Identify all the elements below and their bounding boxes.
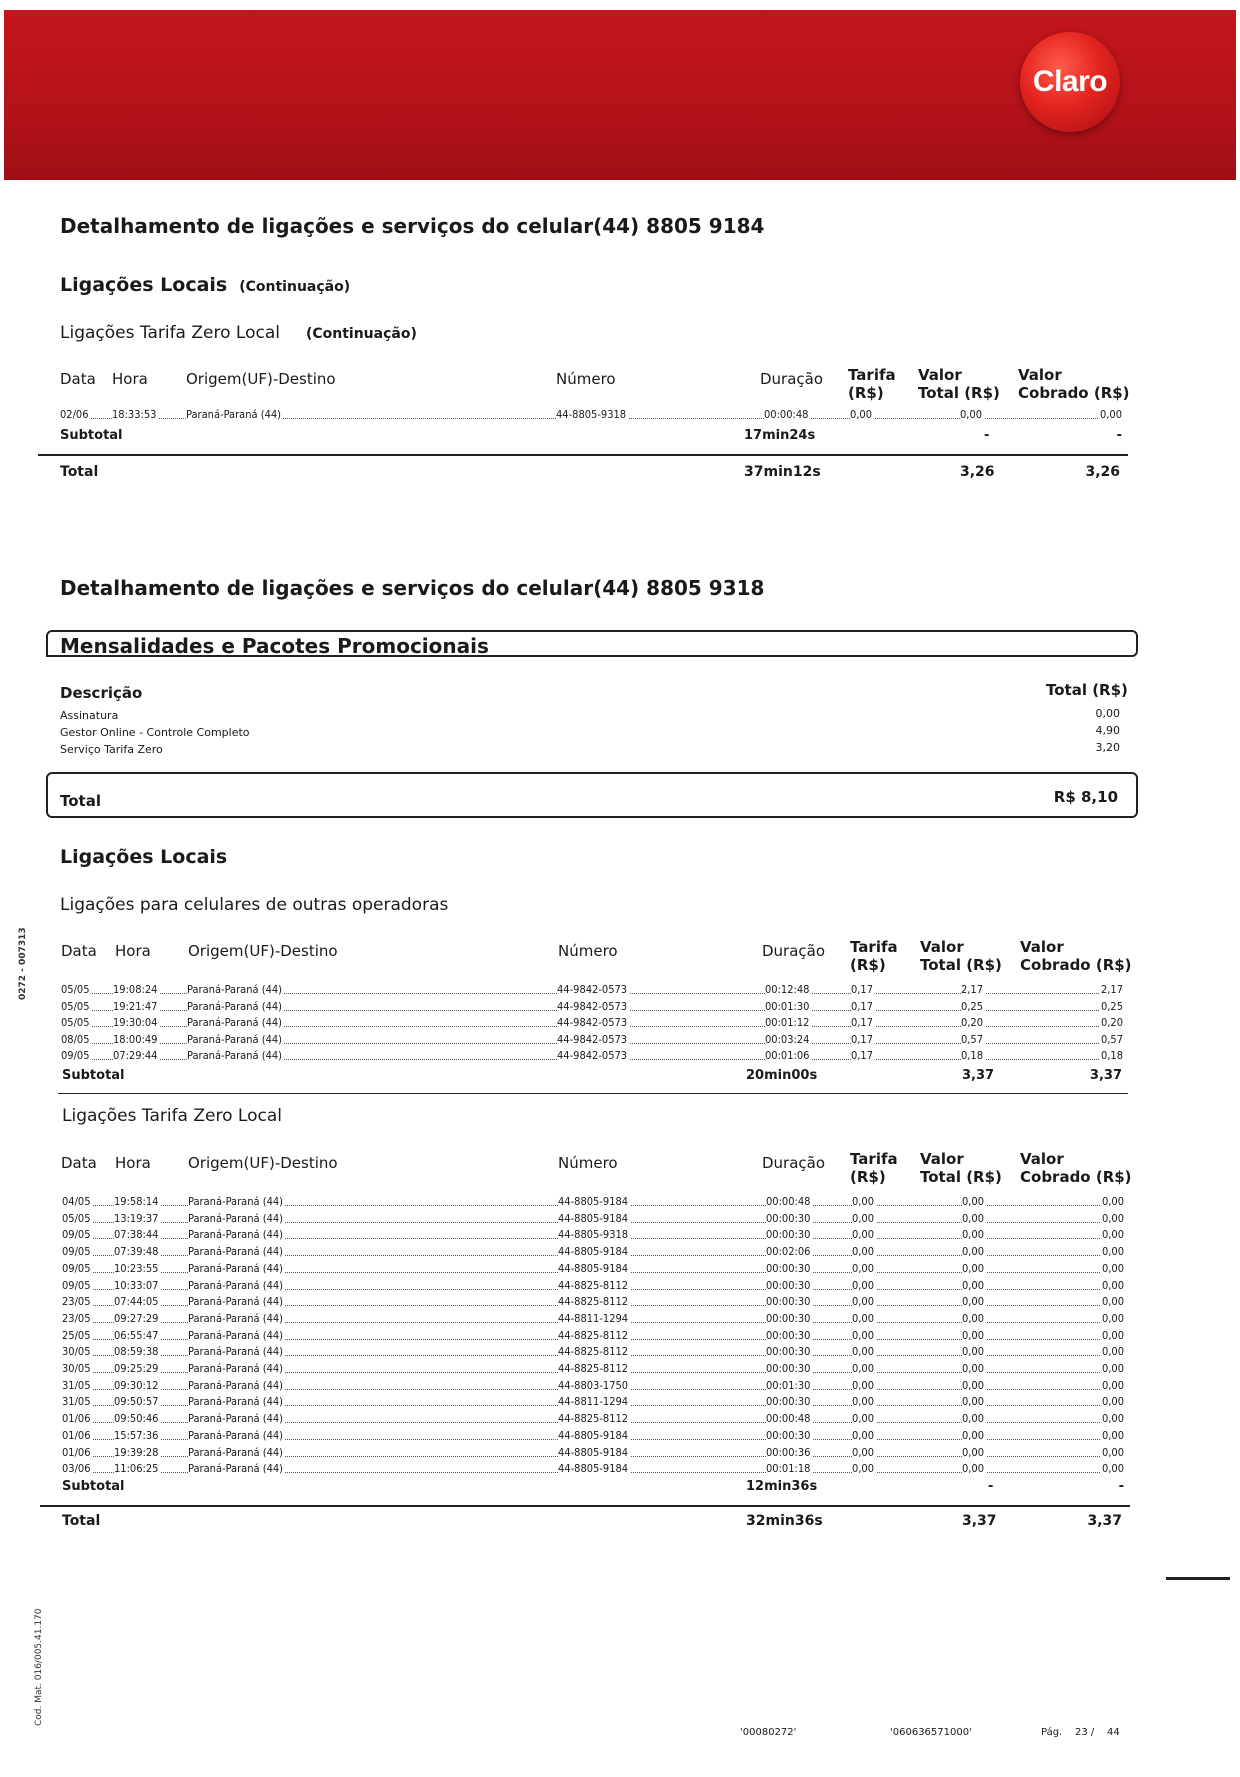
- cell-origem: Paraná-Paraná (44): [188, 1311, 284, 1325]
- cell-numero: 44-9842-0573: [557, 1016, 628, 1029]
- cell-duracao: 00:01:18: [766, 1462, 811, 1476]
- mensalidades-total-label: Total: [60, 792, 101, 810]
- cell-data: 23/05: [62, 1311, 91, 1325]
- col-duracao: Duração: [760, 370, 824, 388]
- cell-origem: Paraná-Paraná (44): [187, 1049, 283, 1062]
- cell-cobrado: 0,00: [1101, 1362, 1124, 1375]
- table-row: [62, 1292, 1124, 1309]
- cell-origem: Paraná-Paraná (44): [187, 1032, 283, 1046]
- cell-data: 09/05: [62, 1228, 91, 1242]
- cell-hora: 10:33:07: [114, 1278, 159, 1292]
- cell-total: 0,00: [962, 1345, 985, 1359]
- cell-data: 04/05: [62, 1195, 91, 1208]
- cell-total: 0,00: [962, 1445, 985, 1459]
- col-origem: Origem(UF)-Destino: [186, 370, 336, 388]
- desc-item: Gestor Online - Controle Completo: [60, 726, 250, 739]
- table-header: [61, 938, 1131, 978]
- divider: [38, 454, 1128, 456]
- divider: [40, 1505, 1130, 1507]
- cell-duracao: 00:00:48: [764, 408, 809, 421]
- cell-data: 05/05: [62, 1211, 91, 1225]
- cell-hora: 19:30:04: [113, 1016, 158, 1029]
- cell-total: 2,17: [961, 983, 984, 996]
- table-header: [61, 1150, 1131, 1190]
- cell-data: 09/05: [62, 1261, 91, 1275]
- cell-numero: 44-8825-8112: [558, 1328, 629, 1342]
- cell-duracao: 00:00:48: [766, 1412, 811, 1426]
- cell-data: 05/05: [61, 999, 90, 1013]
- cell-cobrado: 0,25: [1100, 999, 1123, 1013]
- cell-cobrado: 0,00: [1101, 1395, 1124, 1409]
- cell-hora: 09:30:12: [114, 1378, 159, 1392]
- cell-cobrado: 0,00: [1101, 1328, 1124, 1342]
- cell-total: 0,20: [961, 1016, 984, 1029]
- cell-hora: 11:06:25: [114, 1462, 159, 1476]
- cell-numero: 44-8805-9184: [558, 1211, 629, 1225]
- desc-values: [1080, 705, 1120, 756]
- section-label: Ligações Locais: [60, 274, 228, 296]
- cell-tarifa: 0,17: [851, 983, 874, 996]
- cell-origem: Paraná-Paraná (44): [188, 1345, 284, 1359]
- col-duracao: Duração: [762, 942, 826, 960]
- cell-numero: 44-8811-1294: [558, 1311, 629, 1325]
- cell-duracao: 00:01:30: [766, 1378, 811, 1392]
- cell-total: 0,00: [962, 1462, 985, 1476]
- desc-list: [60, 707, 250, 758]
- cell-data: 30/05: [62, 1345, 91, 1359]
- cell-origem: Paraná-Paraná (44): [188, 1445, 284, 1459]
- desc-value: 4,90: [1095, 724, 1120, 737]
- cell-duracao: 00:00:30: [766, 1311, 811, 1325]
- section-title: [60, 274, 350, 296]
- cell-numero: 44-8811-1294: [558, 1395, 629, 1409]
- cell-origem: Paraná-Paraná (44): [188, 1295, 284, 1309]
- cell-duracao: 00:00:30: [766, 1211, 811, 1225]
- subsection-label: Ligações Tarifa Zero Local: [60, 323, 280, 343]
- cell-duracao: 00:02:06: [766, 1245, 811, 1259]
- cell-origem: Paraná-Paraná (44): [188, 1378, 284, 1392]
- subsection-tarifa-zero: Ligações Tarifa Zero Local: [62, 1106, 282, 1126]
- cell-tarifa: 0,00: [852, 1261, 875, 1275]
- cell-total: 0,00: [962, 1211, 985, 1225]
- mensalidades-box: [46, 630, 1138, 657]
- cell-data: 05/05: [61, 1016, 90, 1029]
- cell-numero: 44-8805-9318: [556, 408, 627, 421]
- total-row: Total 37min12s 3,26 3,26: [60, 464, 1120, 480]
- col-valor-total: Valor Total (R$): [918, 366, 1000, 402]
- cell-duracao: 00:00:30: [766, 1328, 811, 1342]
- cell-hora: 06:55:47: [114, 1328, 159, 1342]
- cell-origem: Paraná-Paraná (44): [188, 1195, 284, 1208]
- cell-total: 0,00: [962, 1328, 985, 1342]
- cell-tarifa: 0,00: [852, 1412, 875, 1426]
- cell-tarifa: 0,00: [852, 1195, 875, 1208]
- cell-hora: 19:08:24: [113, 983, 158, 996]
- cell-total: 0,00: [960, 408, 983, 421]
- cell-numero: 44-8805-9184: [558, 1462, 629, 1476]
- cell-cobrado: 0,00: [1101, 1228, 1124, 1242]
- cell-cobrado: 0,57: [1100, 1032, 1123, 1046]
- col-data: Data: [60, 370, 96, 388]
- cell-tarifa: 0,00: [852, 1445, 875, 1459]
- cell-total: 0,18: [961, 1049, 984, 1062]
- table-row: [61, 980, 1123, 997]
- desc-value: 0,00: [1095, 707, 1120, 720]
- cell-numero: 44-9842-0573: [557, 1049, 628, 1062]
- col-duracao: Duração: [762, 1154, 826, 1172]
- col-valor-cobrado: Valor Cobrado (R$): [1018, 366, 1130, 402]
- col-numero: Número: [558, 1154, 618, 1172]
- col-tarifa: Tarifa (R$): [850, 938, 898, 974]
- page-title-2: Detalhamento de ligações e serviços do celular(44) 8805 9318: [60, 576, 765, 600]
- table-row: [60, 405, 1122, 422]
- cell-tarifa: 0,00: [852, 1328, 875, 1342]
- cell-hora: 13:19:37: [114, 1211, 159, 1225]
- total-row: Total 32min36s 3,37 3,37: [62, 1513, 1122, 1529]
- page-title-1: Detalhamento de ligações e serviços do celular(44) 8805 9184: [60, 214, 765, 238]
- cell-duracao: 00:01:12: [765, 1016, 810, 1029]
- cell-duracao: 00:03:24: [765, 1032, 810, 1046]
- cell-cobrado: 0,00: [1101, 1261, 1124, 1275]
- cell-cobrado: 0,00: [1101, 1378, 1124, 1392]
- cell-tarifa: 0,17: [851, 1032, 874, 1046]
- side-mark: [1166, 1577, 1230, 1580]
- cell-cobrado: 0,00: [1101, 1295, 1124, 1309]
- cell-tarifa: 0,00: [852, 1245, 875, 1259]
- table-row: [61, 1046, 1123, 1063]
- cell-data: 03/06: [62, 1462, 91, 1476]
- cell-data: 09/05: [62, 1245, 91, 1259]
- col-tarifa: Tarifa (R$): [850, 1150, 898, 1186]
- desc-item: Assinatura: [60, 709, 119, 722]
- cell-tarifa: 0,17: [851, 1016, 874, 1029]
- cell-hora: 09:25:29: [114, 1362, 159, 1375]
- cell-duracao: 00:01:06: [765, 1049, 810, 1062]
- table-row: [61, 1013, 1123, 1030]
- table-row: [61, 1030, 1123, 1047]
- table-row: [62, 1376, 1124, 1393]
- cell-cobrado: 0,00: [1101, 1245, 1124, 1259]
- cell-total: 0,00: [962, 1378, 985, 1392]
- col-numero: Número: [558, 942, 618, 960]
- table-row: [62, 1392, 1124, 1409]
- cell-hora: 09:27:29: [114, 1311, 159, 1325]
- table-row: [62, 1426, 1124, 1443]
- cell-numero: 44-8825-8112: [558, 1362, 629, 1375]
- cell-tarifa: 0,00: [852, 1345, 875, 1359]
- cell-data: 09/05: [61, 1049, 90, 1062]
- cell-numero: 44-8803-1750: [558, 1378, 629, 1392]
- footer-code-2: '060636571000': [890, 1727, 972, 1738]
- cell-hora: 08:59:38: [114, 1345, 159, 1359]
- cell-data: 09/05: [62, 1278, 91, 1292]
- cell-origem: Paraná-Paraná (44): [188, 1245, 284, 1259]
- cell-cobrado: 0,00: [1101, 1211, 1124, 1225]
- cell-numero: 44-8805-9184: [558, 1245, 629, 1259]
- cell-total: 0,00: [962, 1311, 985, 1325]
- cell-numero: 44-8825-8112: [558, 1345, 629, 1359]
- desc-value: 3,20: [1095, 741, 1120, 754]
- footer-code-1: '00080272': [740, 1727, 797, 1738]
- cell-numero: 44-9842-0573: [557, 1032, 628, 1046]
- table-row: [62, 1209, 1124, 1226]
- subtotal-row: Subtotal 12min36s - -: [62, 1479, 1124, 1494]
- cell-numero: 44-8805-9184: [558, 1445, 629, 1459]
- col-hora: Hora: [112, 370, 148, 388]
- cell-total: 0,00: [962, 1245, 985, 1259]
- subsection-continuation: (Continuação): [305, 326, 417, 342]
- cell-duracao: 00:00:30: [766, 1395, 811, 1409]
- cell-cobrado: 0,00: [1101, 1412, 1124, 1426]
- cell-hora: 07:29:44: [113, 1049, 158, 1062]
- cell-numero: 44-8825-8112: [558, 1412, 629, 1426]
- cell-hora: 18:00:49: [113, 1032, 158, 1046]
- cell-cobrado: 0,00: [1101, 1278, 1124, 1292]
- cell-tarifa: 0,00: [852, 1211, 875, 1225]
- cell-hora: 07:38:44: [114, 1228, 159, 1242]
- cell-numero: 44-8805-9318: [558, 1228, 629, 1242]
- cell-data: 23/05: [62, 1295, 91, 1309]
- cell-tarifa: 0,00: [852, 1228, 875, 1242]
- table-header: [60, 366, 1130, 406]
- table-row: [62, 1276, 1124, 1293]
- section-continuation: (Continuação): [239, 279, 351, 295]
- cell-total: 0,00: [962, 1228, 985, 1242]
- cell-cobrado: 0,00: [1101, 1345, 1124, 1359]
- col-valor-total: Valor Total (R$): [920, 1150, 1002, 1186]
- cell-origem: Paraná-Paraná (44): [187, 1016, 283, 1029]
- cell-total: 0,00: [962, 1261, 985, 1275]
- cell-data: 31/05: [62, 1378, 91, 1392]
- cell-hora: 19:39:28: [114, 1445, 159, 1459]
- cell-tarifa: 0,00: [850, 408, 873, 421]
- cell-numero: 44-9842-0573: [557, 999, 628, 1013]
- cell-data: 01/06: [62, 1412, 91, 1426]
- cell-origem: Paraná-Paraná (44): [188, 1395, 284, 1409]
- cell-cobrado: 0,00: [1101, 1195, 1124, 1208]
- total-header: Total (R$): [1046, 681, 1128, 699]
- cell-hora: 09:50:57: [114, 1395, 159, 1409]
- cell-data: 05/05: [61, 983, 90, 996]
- side-code-top: 0272 - 007313: [18, 927, 28, 1000]
- col-data: Data: [61, 1154, 97, 1172]
- cell-tarifa: 0,17: [851, 1049, 874, 1062]
- section-title-2: Ligações Locais: [60, 846, 228, 868]
- col-tarifa: Tarifa (R$): [848, 366, 896, 402]
- cell-hora: 07:44:05: [114, 1295, 159, 1309]
- cell-duracao: 00:00:30: [766, 1228, 811, 1242]
- cell-total: 0,00: [962, 1428, 985, 1442]
- cell-origem: Paraná-Paraná (44): [186, 408, 282, 421]
- cell-cobrado: 0,00: [1099, 408, 1122, 421]
- cell-total: 0,25: [961, 999, 984, 1013]
- cell-tarifa: 0,17: [851, 999, 874, 1013]
- table-row: [62, 1359, 1124, 1376]
- col-data: Data: [61, 942, 97, 960]
- table-row: [61, 997, 1123, 1014]
- cell-hora: 18:33:53: [112, 408, 157, 421]
- divider: [58, 1093, 1128, 1094]
- cell-numero: 44-8825-8112: [558, 1278, 629, 1292]
- cell-origem: Paraná-Paraná (44): [188, 1211, 284, 1225]
- cell-tarifa: 0,00: [852, 1462, 875, 1476]
- col-origem: Origem(UF)-Destino: [188, 1154, 338, 1172]
- cell-numero: 44-8825-8112: [558, 1295, 629, 1309]
- cell-hora: 19:21:47: [113, 999, 158, 1013]
- col-valor-cobrado: Valor Cobrado (R$): [1020, 938, 1132, 974]
- cell-total: 0,00: [962, 1412, 985, 1426]
- cell-origem: Paraná-Paraná (44): [188, 1328, 284, 1342]
- table-row: [62, 1326, 1124, 1343]
- cell-numero: 44-8805-9184: [558, 1428, 629, 1442]
- cell-duracao: 00:00:36: [766, 1445, 811, 1459]
- cell-origem: Paraná-Paraná (44): [188, 1462, 284, 1476]
- mensalidades-total-box: [46, 772, 1138, 818]
- subtotal-row: Subtotal 17min24s - -: [60, 428, 1122, 443]
- table-row: [62, 1459, 1124, 1476]
- cell-hora: 15:57:36: [114, 1428, 159, 1442]
- cell-data: 08/05: [61, 1032, 90, 1046]
- mensalidades-title: Mensalidades e Pacotes Promocionais: [60, 634, 489, 658]
- table-row: [62, 1242, 1124, 1259]
- cell-total: 0,00: [962, 1362, 985, 1375]
- cell-data: 31/05: [62, 1395, 91, 1409]
- cell-tarifa: 0,00: [852, 1395, 875, 1409]
- cell-tarifa: 0,00: [852, 1278, 875, 1292]
- cell-duracao: 00:12:48: [765, 983, 810, 996]
- cell-data: 30/05: [62, 1362, 91, 1375]
- subtotal-row: Subtotal 20min00s 3,37 3,37: [62, 1068, 1122, 1083]
- cell-hora: 10:23:55: [114, 1261, 159, 1275]
- cell-duracao: 00:01:30: [765, 999, 810, 1013]
- col-numero: Número: [556, 370, 616, 388]
- table-row: [62, 1409, 1124, 1426]
- cell-cobrado: 0,00: [1101, 1311, 1124, 1325]
- cell-duracao: 00:00:30: [766, 1278, 811, 1292]
- cell-tarifa: 0,00: [852, 1311, 875, 1325]
- cell-duracao: 00:00:30: [766, 1362, 811, 1375]
- cell-data: 25/05: [62, 1328, 91, 1342]
- col-valor-total: Valor Total (R$): [920, 938, 1002, 974]
- cell-origem: Paraná-Paraná (44): [188, 1228, 284, 1242]
- cell-tarifa: 0,00: [852, 1428, 875, 1442]
- cell-duracao: 00:00:30: [766, 1261, 811, 1275]
- cell-total: 0,57: [961, 1032, 984, 1046]
- cell-origem: Paraná-Paraná (44): [188, 1412, 284, 1426]
- cell-duracao: 00:00:30: [766, 1345, 811, 1359]
- footer-page: Pág. 23 / 44: [1041, 1727, 1120, 1738]
- cell-tarifa: 0,00: [852, 1378, 875, 1392]
- cell-origem: Paraná-Paraná (44): [187, 983, 283, 996]
- col-valor-cobrado: Valor Cobrado (R$): [1020, 1150, 1132, 1186]
- cell-duracao: 00:00:48: [766, 1195, 811, 1208]
- cell-duracao: 00:00:30: [766, 1428, 811, 1442]
- table-row: [62, 1342, 1124, 1359]
- cell-cobrado: 0,00: [1101, 1428, 1124, 1442]
- col-origem: Origem(UF)-Destino: [188, 942, 338, 960]
- mensalidades-total-value: R$ 8,10: [1053, 788, 1118, 806]
- cell-data: 01/06: [62, 1428, 91, 1442]
- subsection-outras: Ligações para celulares de outras operadoras: [60, 895, 449, 915]
- cell-hora: 07:39:48: [114, 1245, 159, 1259]
- cell-origem: Paraná-Paraná (44): [188, 1428, 284, 1442]
- side-code-bottom: Cod. Mat. 016/005.41.170: [34, 1608, 44, 1726]
- table-row: [62, 1309, 1124, 1326]
- cell-cobrado: 0,00: [1101, 1445, 1124, 1459]
- cell-total: 0,00: [962, 1395, 985, 1409]
- table-row: [62, 1225, 1124, 1242]
- cell-total: 0,00: [962, 1278, 985, 1292]
- table-row: [62, 1259, 1124, 1276]
- cell-duracao: 00:00:30: [766, 1295, 811, 1309]
- cell-cobrado: 2,17: [1100, 983, 1123, 996]
- claro-logo: [1020, 32, 1120, 132]
- cell-numero: 44-9842-0573: [557, 983, 628, 996]
- col-hora: Hora: [115, 942, 151, 960]
- table-row: [62, 1192, 1124, 1209]
- table-row: [62, 1443, 1124, 1460]
- cell-origem: Paraná-Paraná (44): [187, 999, 283, 1013]
- cell-tarifa: 0,00: [852, 1362, 875, 1375]
- cell-data: 01/06: [62, 1445, 91, 1459]
- cell-total: 0,00: [962, 1195, 985, 1208]
- cell-hora: 09:50:46: [114, 1412, 159, 1426]
- cell-origem: Paraná-Paraná (44): [188, 1261, 284, 1275]
- cell-data: 02/06: [60, 408, 89, 421]
- desc-item: Serviço Tarifa Zero: [60, 743, 163, 756]
- cell-cobrado: 0,00: [1101, 1462, 1124, 1476]
- cell-cobrado: 0,20: [1100, 1016, 1123, 1029]
- cell-numero: 44-8805-9184: [558, 1195, 629, 1208]
- cell-origem: Paraná-Paraná (44): [188, 1362, 284, 1375]
- col-hora: Hora: [115, 1154, 151, 1172]
- cell-cobrado: 0,18: [1100, 1049, 1123, 1062]
- cell-origem: Paraná-Paraná (44): [188, 1278, 284, 1292]
- cell-tarifa: 0,00: [852, 1295, 875, 1309]
- cell-hora: 19:58:14: [114, 1195, 159, 1208]
- desc-header: Descrição: [60, 684, 143, 702]
- cell-numero: 44-8805-9184: [558, 1261, 629, 1275]
- cell-total: 0,00: [962, 1295, 985, 1309]
- logo-text: Claro: [1032, 65, 1108, 98]
- subsection-title: [60, 323, 417, 343]
